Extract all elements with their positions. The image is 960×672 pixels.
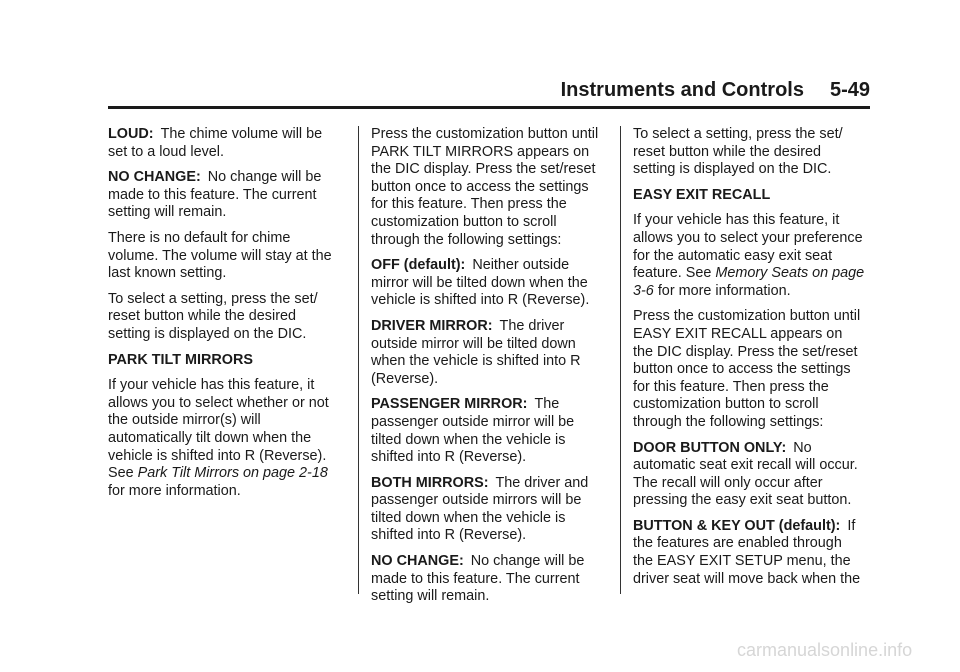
paragraph [633, 212, 865, 300]
setting-label: BUTTON & KEY OUT (default): [633, 517, 841, 534]
setting-label: BOTH MIRRORS: [371, 474, 489, 491]
paragraph [371, 396, 603, 466]
section-title: Instruments and Controls [560, 79, 804, 101]
paragraph [633, 440, 865, 510]
column-1 [108, 126, 340, 508]
setting-label: OFF (default): [371, 257, 466, 274]
paragraph [633, 518, 865, 588]
cross-reference: Memory Seats on page 3-6 [633, 265, 865, 299]
paragraph [108, 169, 340, 222]
setting-label: DOOR BUTTON ONLY: [633, 439, 787, 456]
cross-reference: Park Tilt Mirrors on page 2-18 [137, 465, 328, 482]
paragraph-text: for more information. [657, 282, 791, 299]
column-2 [371, 126, 603, 614]
setting-label: LOUD: [108, 126, 154, 142]
column-3 [633, 126, 865, 596]
page-header [108, 78, 870, 102]
paragraph: Press the customization button until PARK TILT MIRRORS appears on the DIC display. Press the set/reset button once to access the settings for this feature. Then press the customization button to scroll through the following settings: [371, 126, 599, 248]
subsection-heading: EASY EXIT RECALL [633, 186, 771, 203]
setting-label: PASSENGER MIRROR: [371, 396, 528, 413]
paragraph: There is no default for chime volume. The volume will stay at the last known setting. [108, 229, 332, 282]
setting-label: DRIVER MIRROR: [371, 317, 493, 334]
paragraph: To select a setting, press the set/ reset button while the desired setting is displayed on the DIC. [108, 290, 318, 342]
setting-text: No automatic seat exit recall will occur. The recall will only occur after pressing the easy exit seat button. [633, 439, 858, 509]
column-divider [358, 126, 359, 594]
page-number: 5-49 [829, 79, 870, 101]
setting-text: The driver outside mirror will be tilted down when the vehicle is shifted into R (Reverse). [371, 317, 581, 387]
paragraph-text: for more information. [108, 482, 241, 499]
column-divider [620, 126, 621, 594]
paragraph [371, 553, 603, 606]
header-rule [108, 106, 870, 109]
setting-text: Neither outside mirror will be tilted down when the vehicle is shifted into R (Reverse). [371, 257, 590, 309]
setting-text: No change will be made to this feature. The current setting will remain. [371, 553, 585, 605]
paragraph-text: If your vehicle has this feature, it allows you to select whether or not the outside mirror(s) will automatically tilt down when the vehicle is shifted into R (Reverse). See [108, 377, 329, 482]
subsection-heading: PARK TILT MIRRORS [108, 351, 253, 368]
paragraph: Press the customization button until EASY EXIT RECALL appears on the DIC display. Press the set/reset button once to access the settings for this feature. Then press the customization button to scroll through the following settings: [633, 308, 861, 430]
paragraph-text: If your vehicle has this feature, it allows you to select your preference for the automatic easy exit seat feature. See [633, 212, 863, 282]
watermark: carmanualsonline.info [737, 640, 913, 660]
setting-text: The driver and passenger outside mirrors will be tilted down when the vehicle is shifted into R (Reverse). [371, 474, 589, 544]
setting-label: NO CHANGE: [371, 553, 464, 570]
paragraph [108, 126, 340, 161]
setting-text: The passenger outside mirror will be tilted down when the vehicle is shifted into R (Reverse). [371, 396, 575, 466]
setting-text: No change will be made to this feature. The current setting will remain. [108, 169, 322, 221]
paragraph [371, 475, 603, 545]
paragraph [371, 318, 603, 388]
setting-label: NO CHANGE: [108, 169, 201, 186]
setting-text: The chime volume will be set to a loud level. [108, 126, 323, 160]
paragraph [108, 377, 340, 500]
paragraph [371, 257, 603, 310]
setting-text: If the features are enabled through the EASY EXIT SETUP menu, the driver seat will move back when the [633, 517, 861, 587]
paragraph: To select a setting, press the set/ reset button while the desired setting is displayed on the DIC. [633, 126, 843, 178]
